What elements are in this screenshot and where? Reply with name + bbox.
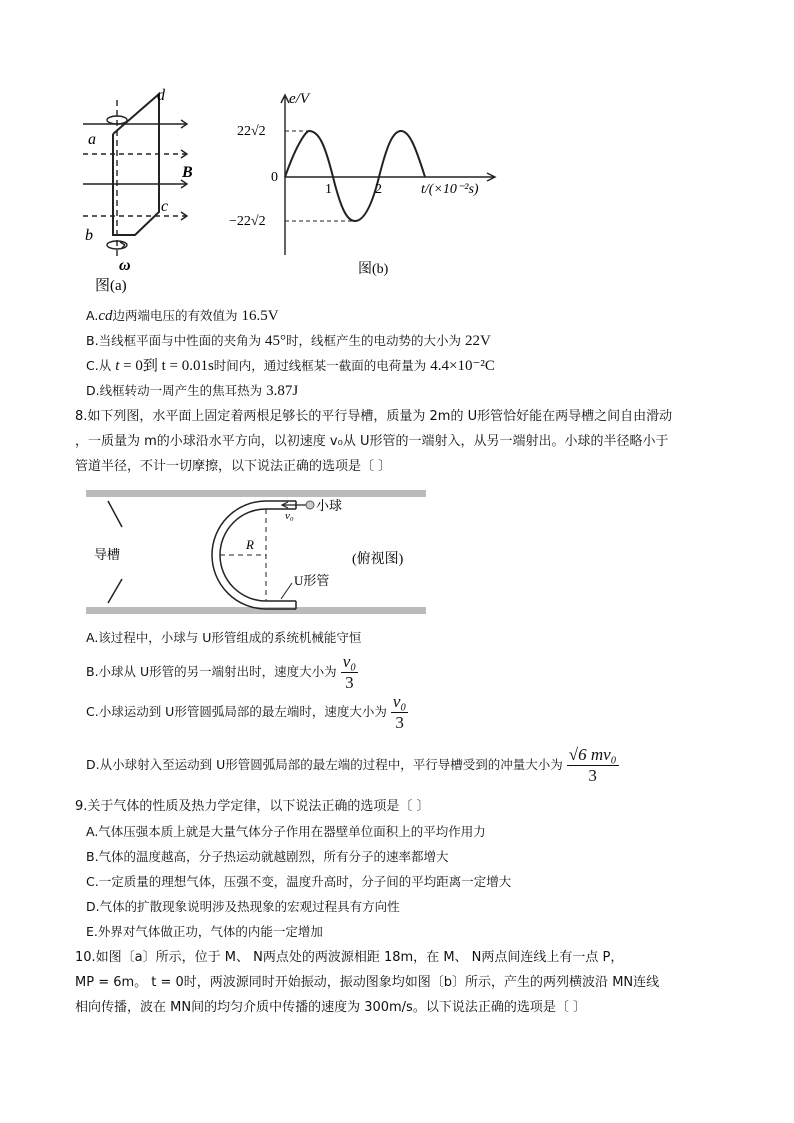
fraction-denominator: 3 [345,672,354,692]
option-text: D.从小球射入至运动到 U形管圆弧局部的最左端的过程中，平行导槽受到的冲量大小为 [86,757,563,772]
label-c: c [161,198,169,215]
q7-option-b [86,332,491,350]
tick-2: 2 [375,182,382,197]
ball-label: 小球 [316,498,343,513]
label-omega: ω [119,257,131,274]
figure-a-coil-diagram [75,80,200,295]
math-value: 3.87J [266,383,299,399]
y-bottom-label: −22√2 [229,214,266,229]
fraction-v0-over-3 [341,652,358,693]
q9-option-d: D.气体的扩散现象说明涉及热现象的宏观过程具有方向性 [86,899,400,914]
q8-stem-line-3: 管道半径，不计一切摩擦，以下说法正确的选项是〔 〕 [75,459,392,474]
q10-stem-line-1: 10.如图〔a〕所示，位于 M、 N两点处的两波源相距 18m，在 M、 N两点间连线上有一点 P， [75,950,624,965]
fraction-numerator: v₀ [392,691,407,711]
math-value: 16.5V [241,308,279,324]
label-b: b [85,227,93,244]
math-var: t [115,358,120,374]
q8-option-a: A.该过程中，小球与 U形管组成的系统机械能守恒 [86,630,362,645]
groove-label: 导槽 [94,547,121,562]
q8-stem-line-1: 8.如下列图，水平面上固定着两根足够长的平行导槽，质量为 2m的 U形管恰好能在两导槽之间自由滑动 [75,409,673,424]
figure-b-emf-graph [225,85,505,285]
q9-option-c: C.一定质量的理想气体，压强不变，温度升高时，分子间的平均距离一定增大 [86,874,512,889]
q9-option-e: E.外界对气体做正功，气体的内能一定增加 [86,924,323,939]
q10-stem-line-2: MP = 6m。 t = 0时，两波源同时开始振动，振动图象均如图〔b〕所示，产生的两列横波沿 MN连线 [75,975,660,990]
v0-label: v₀ [285,510,294,522]
option-text: C.小球运动到 U形管圆弧局部的最左端时，速度大小为 [86,704,387,719]
x-axis-label: t/(×10⁻²s) [421,182,479,197]
ball [306,501,314,509]
y-top-label: 22√2 [237,124,266,139]
q7-option-d [86,382,298,400]
fraction-denominator: 3 [588,765,597,785]
figure-b-caption: 图(b) [358,262,389,277]
q8-option-d [86,742,619,788]
origin-label: 0 [271,170,278,185]
math-value: = 0到 [119,358,162,374]
q10-stem-line-3: 相向传播，波在 MN间的均匀介质中传播的速度为 300m/s。以下说法正确的选项是〔 〕 [75,1000,586,1015]
fraction-numerator: √6 mv₀ [568,744,617,764]
option-prefix: B. [86,333,99,348]
fraction-denominator: 3 [395,712,404,732]
tick-1: 1 [325,182,332,197]
q9-stem: 9.关于气体的性质及热力学定律，以下说法正确的选项是〔 〕 [75,799,430,814]
q8-option-b [86,652,358,692]
math-value: 45° [265,333,287,349]
fraction-numerator: v₀ [342,651,357,671]
option-prefix: A. [86,308,99,323]
math-value: 4.4×10⁻²C [430,358,495,374]
y-axis-label: e/V [289,91,309,107]
math-var: cd [98,308,113,324]
option-text: B.小球从 U形管的另一端射出时，速度大小为 [86,664,337,679]
option-text: 线框转动一周产生的焦耳热为 [99,383,267,398]
q7-option-c [86,357,495,375]
option-prefix: D. [86,383,100,398]
q8-stem-line-2: ，一质量为 m的小球沿水平方向，以初速度 v₀从 U形管的一端射入，从另一端射出。小球的半径略小于 [75,434,669,449]
q8-option-c [86,692,408,732]
label-B: B [182,164,193,181]
math-value: t = 0.01s [161,358,214,374]
option-text: 当线框平面与中性面的夹角为 [98,333,266,348]
figure-a-caption: 图(a) [95,278,127,294]
q9-option-b: B.气体的温度越高，分子热运动就越剧烈，所有分子的速率都增大 [86,849,449,864]
option-text: 边两端电压的有效值为 [112,308,242,323]
option-text: 从 [98,358,116,373]
math-value: 22V [465,333,491,349]
radius-label: R [246,537,254,552]
option-text: 时间内，通过线框某一截面的电荷量为 [213,358,431,373]
figure-u-tube-diagram [86,487,446,617]
label-a: a [88,131,96,148]
view-label: (俯视图) [352,552,404,567]
groove-top [86,490,426,497]
fraction-sqrt6-mv0-over-3 [567,745,619,786]
option-prefix: C. [86,358,99,373]
q9-option-a: A.气体压强本质上就是大量气体分子作用在器壁单位面积上的平均作用力 [86,824,486,839]
fraction-v0-over-3 [391,692,408,733]
option-text: 时，线框产生的电动势的大小为 [286,333,466,348]
tube-label: U形管 [294,573,330,588]
q7-option-a [86,307,279,325]
label-d: d [157,87,165,104]
